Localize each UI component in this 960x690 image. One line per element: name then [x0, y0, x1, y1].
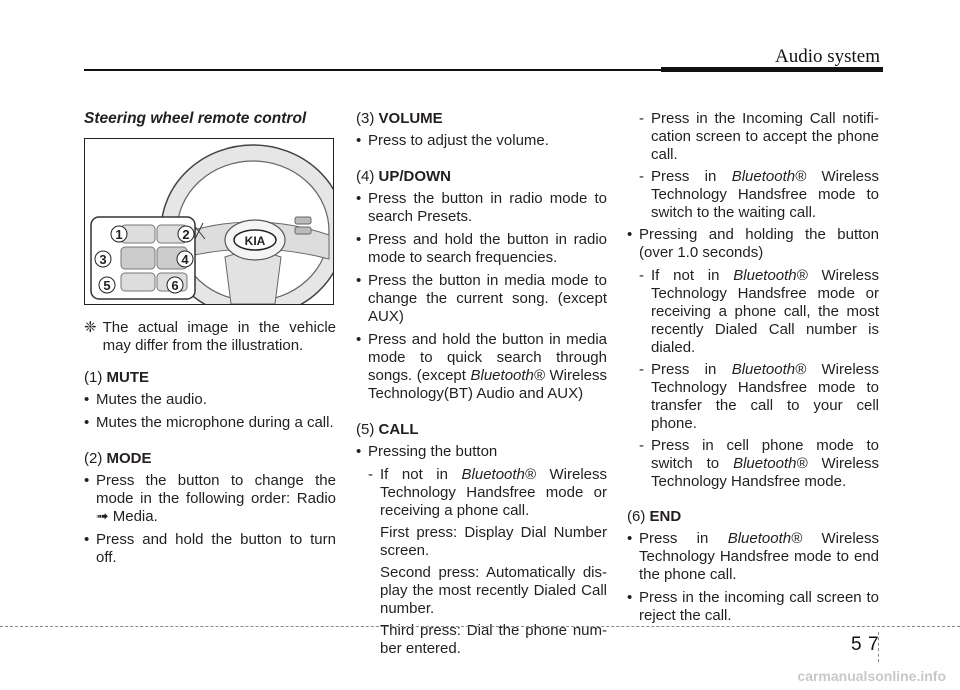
list-item: • Press the button in media mode to change the current song. (except AUX)	[356, 272, 607, 325]
steering-wheel-illustration	[84, 138, 334, 305]
list-item: • Press in the incoming call screen to reject the call.	[627, 589, 879, 624]
callout-4: 4	[181, 252, 189, 267]
mute-heading: (1) MUTE	[84, 369, 150, 386]
sub-list-item: - If not in Bluetooth® Wireless Technology Handsfree mode or receiving a phone call.	[368, 466, 608, 519]
callout-1: 1	[115, 227, 123, 242]
callout-6: 6	[171, 278, 179, 293]
note-symbol: ❈	[84, 319, 97, 336]
footer-rule	[0, 626, 960, 627]
column-1	[84, 110, 336, 572]
updown-heading: (4) UP/DOWN	[356, 168, 452, 185]
section-number: 5	[851, 634, 862, 655]
call-third-press: Third press: Dial the phone num-ber entered.	[380, 622, 607, 657]
list-item: • Press the button in radio mode to search Presets.	[356, 190, 607, 225]
list-item: • Press to adjust the volume.	[356, 132, 549, 149]
list-item: • Press in Bluetooth® Wireless Technology Handsfree mode to end the phone call.	[627, 530, 880, 583]
list-item: • Pressing and holding the button (over 1.0 seconds)	[627, 226, 879, 261]
column-3	[627, 110, 879, 630]
callout-5: 5	[103, 278, 111, 293]
list-item: • Press the button to change the mode in the following order: Radio ➟ Media.	[84, 472, 336, 525]
page-number: 7	[868, 634, 879, 655]
call-heading: (5) CALL	[356, 421, 419, 438]
list-item: • Mutes the audio.	[84, 391, 207, 408]
sub-list-item: - Press in the Incoming Call notifi-cation screen to accept the phone call.	[639, 110, 879, 163]
sub-list-item: - Press in Bluetooth® Wireless Technology Handsfree mode to transfer the call to your cell phone.	[639, 361, 880, 432]
volume-heading: (3) VOLUME	[356, 110, 443, 127]
call-second-press: Second press: Automatically dis-play the most recently Dialed Call number.	[380, 564, 607, 617]
call-first-press: First press: Display Dial Number screen.	[380, 524, 607, 559]
list-item: • Mutes the microphone during a call.	[84, 414, 334, 431]
sub-list-item: - If not in Bluetooth® Wireless Technology Handsfree mode or receiving a phone call, the most recently Dialed Call number is dialed.	[639, 267, 880, 356]
watermark: carmanualsonline.info	[797, 668, 946, 684]
sub-list-item: - Press in Bluetooth® Wireless Technology Handsfree mode to switch to the waiting call.	[639, 168, 880, 221]
note-text: The actual image in the vehicle may differ from the illustration.	[102, 319, 336, 354]
list-item: • Press and hold the button in radio mode to search frequencies.	[356, 231, 607, 266]
callout-2: 2	[182, 227, 190, 242]
page-header-title: Audio system	[774, 46, 880, 67]
callout-3: 3	[99, 252, 107, 267]
header-rule-accent	[661, 67, 883, 72]
column-2	[356, 110, 607, 662]
kia-badge: KIA	[244, 234, 266, 248]
end-heading: (6) END	[627, 508, 682, 525]
section-title: Steering wheel remote control	[84, 110, 307, 127]
illustration-note	[84, 319, 336, 355]
list-item: • Pressing the button	[356, 443, 498, 460]
list-item: • Press and hold the button to turn off.	[84, 531, 336, 566]
steering-wheel-drawing	[85, 139, 333, 304]
sub-list-item: - Press in cell phone mode to switch to Bluetooth® Wireless Technology Handsfree mode.	[639, 437, 879, 490]
list-item: • Press and hold the button in media mode to quick search through songs. (except Bluetooth® Wireless Technology(BT) Audio and AUX)	[356, 331, 607, 402]
mode-heading: (2) MODE	[84, 450, 152, 467]
